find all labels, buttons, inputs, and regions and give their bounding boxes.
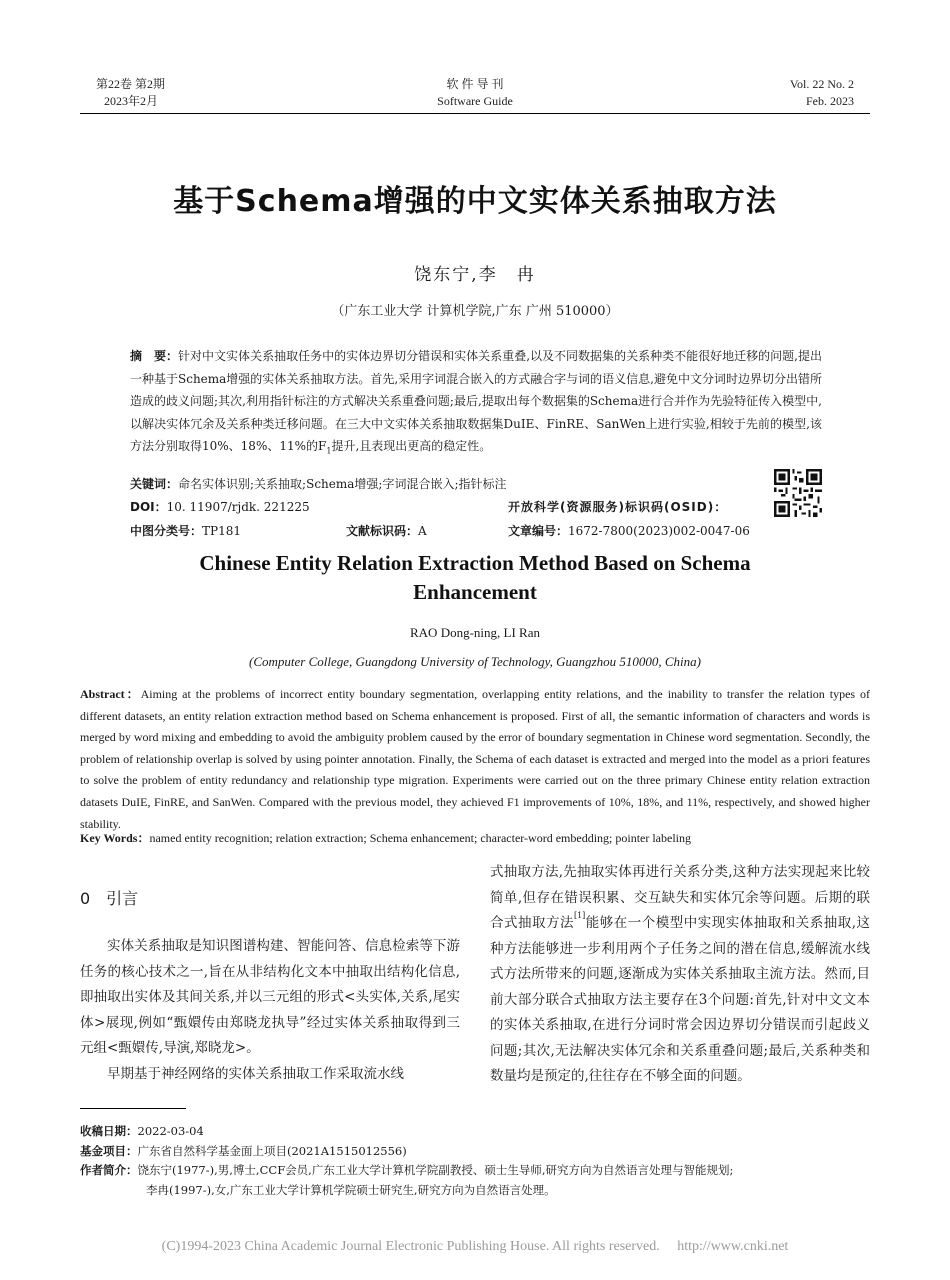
- english-abstract: [80, 684, 870, 835]
- fund-label: 基金项目：: [80, 1143, 138, 1158]
- doc-code-value: A: [418, 524, 427, 538]
- article-number: [508, 521, 750, 541]
- english-title: Chinese Entity Relation Extraction Method Based on Schema Enhancement: [199, 551, 751, 604]
- osid-label: 开放科学(资源服务)标识码(OSID)：: [508, 500, 728, 514]
- keywords-cn-text: 命名实体识别;关系抽取;Schema增强;字词混合嵌入;指针标注: [178, 477, 507, 491]
- abstract-cn-tail: 提升,且表现出更高的稳定性。: [331, 439, 492, 453]
- body-paragraph: 实体关系抽取是知识图谱构建、智能问答、信息检索等下游任务的核心技术之一,旨在从非结构化文本中抽取出结构化信息,即抽取出实体及其间关系,并以三元组的形式<头实体,关系,尾实体>展现,例如“甄嬛传由郑晓龙执导”经过实体关系抽取得到三元组<甄嬛传,导演,郑晓龙>。: [80, 938, 460, 1056]
- citation-link[interactable]: [1]: [573, 911, 586, 920]
- doc-code-label: 文献标识码：: [346, 524, 419, 538]
- issue-date: 2023年2月: [104, 94, 159, 108]
- doi-value[interactable]: 10. 11907/rjdk. 221225: [166, 500, 310, 514]
- english-keywords-text: named entity recognition; relation extraction; Schema enhancement; character-word embedding; pointer labeling: [149, 831, 692, 845]
- body-column-left: [80, 934, 460, 1087]
- english-authors: RAO Dong-ning, LI Ran: [410, 625, 540, 640]
- fund-value: 广东省自然科学基金面上项目(2021A1515012556): [137, 1143, 407, 1158]
- keywords-cn-label: 关键词：: [130, 477, 179, 491]
- doi: [130, 497, 310, 517]
- article-no-label: 文章编号：: [508, 524, 569, 538]
- received-value: 2022-03-04: [137, 1124, 204, 1138]
- volume-issue: 第22卷 第2期: [96, 77, 166, 91]
- received-date: [80, 1122, 880, 1142]
- affiliation: （广东工业大学 计算机学院,广东 广州 510000）: [331, 304, 619, 319]
- volume-issue-en: Vol. 22 No. 2: [789, 77, 854, 91]
- bio-first-author: 饶东宁(1977-),男,博士,CCF会员,广东工业大学计算机学院副教授、硕士生导师,研究方向为自然语言处理与智能规划;: [137, 1163, 734, 1177]
- journal-name-cn: 软 件 导 刊: [446, 77, 504, 91]
- english-affiliation-text: (Computer College, Guangdong University of Technology, Guangzhou 510000, China): [249, 654, 701, 669]
- header-rule: [80, 113, 870, 114]
- abstract-cn-subscript: 1: [326, 446, 332, 456]
- article-no-value: 1672-7800(2023)002-0047-06: [568, 524, 750, 538]
- body-column-right: [490, 860, 870, 1090]
- english-abstract-label: Abstract：: [80, 687, 141, 701]
- document-code: [346, 521, 427, 541]
- footnote: [80, 1122, 880, 1200]
- english-keywords-label: Key Words：: [80, 831, 150, 845]
- clc-number: [130, 521, 241, 541]
- bio-second-author: 李冉(1997-),女,广东工业大学计算机学院硕士研究生,研究方向为自然语言处理。: [146, 1182, 556, 1197]
- journal-name-en: Software Guide: [437, 94, 513, 108]
- author-bio: [80, 1161, 880, 1181]
- body-text: 式抽取方法,先抽取实体再进行关系分类,这种方法实现起来比较简单,但存在错误积累、交互缺失和实体冗余等问题。后期的联合式抽取方法: [490, 864, 870, 931]
- body-text: 能够在一个模型中实现实体抽取和关系抽取,这种方法能够进一步利用两个子任务之间的潜在信息,缓解流水线式方法所带来的问题,逐渐成为实体关系抽取主流方法。然而,目前大部分联合式抽取方法主要存在3个问题:首先,针对中文文本的实体关系抽取,在进行分词时常会因边界切分错误而引起歧义问题;其次,无法解决实体冗余和关系重叠问题;最后,关系种类和数量均是预定的,往往存在不够全面的问题。: [490, 915, 870, 1084]
- section-heading: 0 引言: [80, 889, 139, 908]
- body-paragraph: [490, 860, 870, 1090]
- received-label: 收稿日期：: [80, 1124, 138, 1138]
- abstract-cn-text: 针对中文实体关系抽取任务中的实体边界切分错误和实体关系重叠,以及不同数据集的关系种类不能很好地迁移的问题,提出一种基于Schema增强的实体关系抽取方法。首先,采用字词混合嵌入的方式融合字与词的语义信息,避免中文分词时边界切分出错所造成的歧义问题;其次,利用指针标注的方式解决关系重叠问题;最后,提取出每个数据集的Schema进行合并作为先验特征传入模型中,以解决实体冗余及关系种类迁移问题。在三大中文实体关系抽取数据集DuIE、FinRE、SanWen上进行实验,相较于先前的模型,该方法分别取得10%、18%、11%的F: [130, 349, 822, 453]
- keywords-cn: [130, 474, 770, 494]
- issue-date-en: Feb. 2023: [806, 94, 854, 108]
- english-keywords: [80, 828, 870, 848]
- abstract-cn: [130, 345, 822, 463]
- clc-label: 中图分类号：: [130, 524, 203, 538]
- qr-code-icon[interactable]: [774, 469, 822, 517]
- english-abstract-text: Aiming at the problems of incorrect entity boundary segmentation, overlapping entity relations, and the inability to transfer the relation types of different datasets, an entity relation extraction method based on Schema enhancement is proposed. First of all, the semantic information of characters and words is merged by word mixing and embedding to avoid the ambiguity problem caused by the error of boundary segmentation in Chinese word segmentation. Secondly, the problem of relationship overlap is solved by using pointer annotation. Finally, the Schema of each dataset is extracted and merged into the model as a priori features to solve the problem of entity redundancy and relationship type migration. Experiments were carried out on the three primary Chinese entity relation extraction datasets DuIE, FinRE, and SanWen. Compared with the previous model, they achieved F1 improvements of 10%, 18%, and 11%, respectively, and showed higher stability.: [80, 687, 871, 831]
- paper-title: 基于Schema增强的中文实体关系抽取方法: [173, 184, 777, 219]
- clc-value: TP181: [202, 524, 241, 538]
- copyright-notice: (C)1994-2023 China Academic Journal Electronic Publishing House. All rights reserved. http://www.cnki.net: [161, 1239, 789, 1254]
- fund-project: [80, 1142, 880, 1162]
- doi-label: DOI：: [130, 500, 167, 514]
- authors: 饶东宁,李 冉: [414, 265, 536, 285]
- body-paragraph: 早期基于神经网络的实体关系抽取工作采取流水线: [107, 1065, 404, 1082]
- footnote-rule: [80, 1108, 186, 1109]
- bio-label: 作者简介：: [80, 1163, 138, 1177]
- running-header-right: [790, 76, 854, 110]
- english-affiliation: [0, 654, 950, 670]
- abstract-cn-label: 摘 要：: [130, 349, 179, 363]
